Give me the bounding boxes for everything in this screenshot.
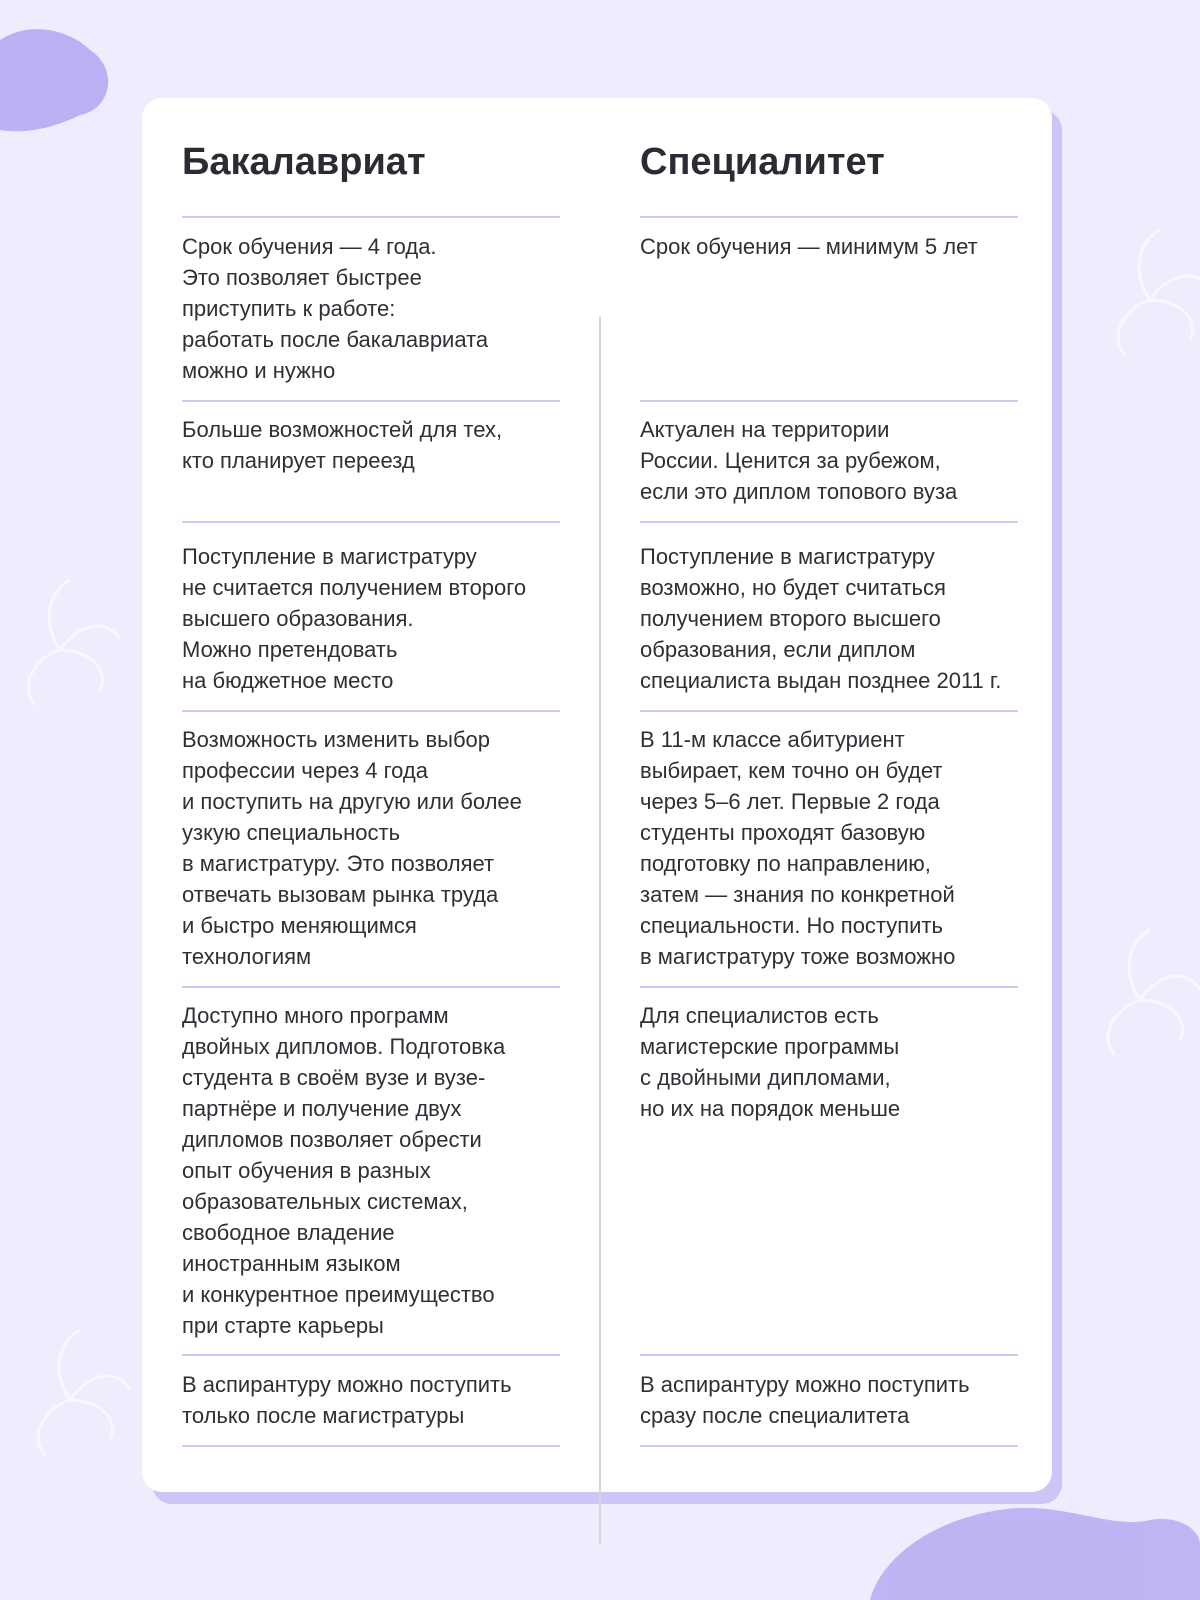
row-divider bbox=[640, 400, 1018, 402]
bottom-right-brush-blob bbox=[870, 1508, 1200, 1600]
row-divider bbox=[182, 986, 560, 988]
bachelor-cell-relocation: Больше возможностей для тех, кто планирует переезд bbox=[182, 417, 503, 473]
bachelor-cell-double-degree: Доступно много программ двойных дипломов. Подготовка студента в своём вузе и вузе- партнёре и получение двух дипломов позволяет обрести опыт обучения в разных образовательных системах, свободное владение иностранным языком и конкурентное преимущество при старте карьеры bbox=[182, 1003, 506, 1338]
bachelor-cell-masters: Поступление в магистратуру не считается получением второго высшего образования. Можно претендовать на бюджетное место bbox=[182, 544, 527, 693]
bachelor-cell-postgraduate: В аспирантуру можно поступить только после магистратуры bbox=[182, 1372, 512, 1428]
row-divider bbox=[182, 521, 560, 523]
row-divider bbox=[182, 216, 560, 218]
row-divider bbox=[182, 1445, 560, 1447]
row-divider bbox=[640, 521, 1018, 523]
top-left-brush-blob bbox=[0, 29, 108, 131]
specialist-cell-masters: Поступление в магистратуру возможно, но будет считаться получением второго высшего образования, если диплом специалиста выдан позднее 2011 г. bbox=[640, 544, 1002, 693]
column-divider bbox=[599, 316, 601, 1545]
row-divider bbox=[182, 400, 560, 402]
specialist-cell-postgraduate: В аспирантуру можно поступить сразу после специалитета bbox=[640, 1372, 970, 1428]
row-divider bbox=[640, 986, 1018, 988]
row-divider bbox=[640, 216, 1018, 218]
row-divider bbox=[640, 710, 1018, 712]
bachelor-cell-career-change: Возможность изменить выбор профессии через 4 года и поступить на другую или более узкую специальность в магистратуру. Это позволяет отвечать вызовам рынка труда и быстро меняющимся технологиям bbox=[182, 727, 522, 969]
row-divider bbox=[182, 1354, 560, 1356]
specialist-cell-double-degree: Для специалистов есть магистерские программы с двойными дипломами, но их на порядок меньше bbox=[640, 1003, 901, 1121]
bachelor-cell-duration: Срок обучения — 4 года. Это позволяет быстрее приступить к работе: работать после бакалавриата можно и нужно bbox=[182, 234, 489, 383]
specialist-title: Специалитет bbox=[640, 141, 885, 183]
specialist-cell-choice: В 11-м классе абитуриент выбирает, кем точно он будет через 5–6 лет. Первые 2 года студенты проходят базовую подготовку по направлению, затем — знания по конкретной специальности. Но поступить в магистратуру тоже возможно bbox=[640, 727, 956, 969]
row-divider bbox=[640, 1354, 1018, 1356]
row-divider bbox=[182, 710, 560, 712]
specialist-cell-recognition: Актуален на территории России. Ценится за рубежом, если это диплом топового вуза bbox=[640, 417, 958, 504]
bachelor-title: Бакалавриат bbox=[182, 141, 426, 183]
row-divider bbox=[640, 1445, 1018, 1447]
specialist-cell-duration: Срок обучения — минимум 5 лет bbox=[640, 234, 978, 259]
comparison-card bbox=[142, 98, 1052, 1492]
